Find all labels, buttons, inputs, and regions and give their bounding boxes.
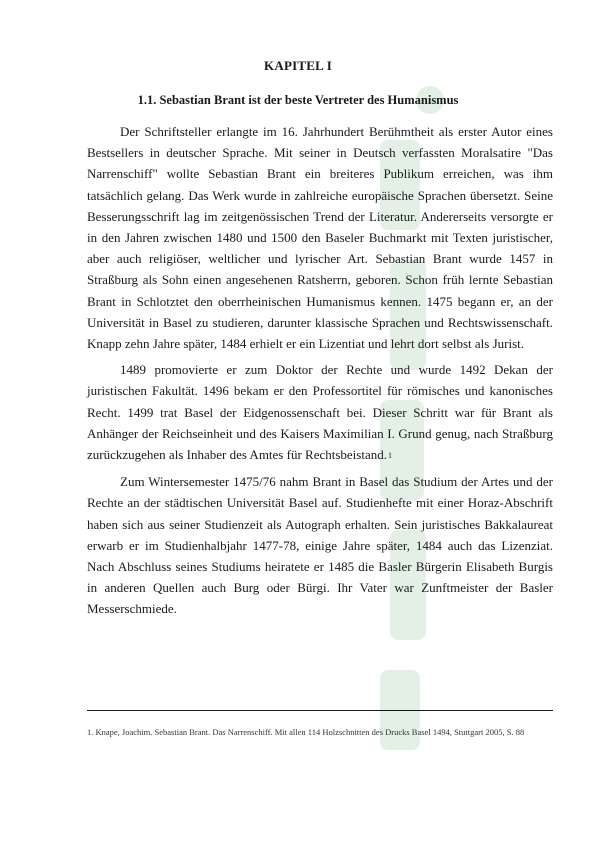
paragraph-2-text: 1489 promovierte er zum Doktor der Rechte und wurde 1492 Dekan der juristischen Fakultät. 1496 bekam er den Professortitel für römisches und kanonisches Recht. 1499 trat Basel der Eidgenossenschaft bei. Dieser Schritt war für Brant als Anhänger der Reichseinheit und des Kaisers Maximilian I. Grund genug, nach Straßburg zurückzugehen als Inhaber des Amtes für Rechtsbeistand. (87, 362, 553, 463)
paragraph-3: Zum Wintersemester 1475/76 nahm Brant in Basel das Studium der Artes und der Rechte an der städtischen Universität Basel auf. Studienhefte mit einer Horaz-Abschrift haben sich aus seiner Studienzeit als Autograph erhalten. Sein juristisches Bakkalaureat erwarb er im Studienhalbjahr 1477-78, einige Jahre später, 1484 auch das Lizenziat. Nach Abschluss seines Studiums heiratete er 1485 die Basler Bürgerin Elisabeth Burgis in anderen Quellen auch Burg oder Bürgi. Ihr Vater war Zunftmeister der Basler Messerschmiede. (87, 474, 553, 617)
footnote-reference: 1 (387, 451, 392, 461)
footnote: 1. Knape, Joachim. Sebastian Brant. Das Narrenschiff. Mit allen 114 Holzschnitten des Drucks Basel 1494, Stuttgart 2005, S. 88 (87, 727, 525, 737)
paragraph-1: Der Schriftsteller erlangte im 16. Jahrhundert Berühmtheit als erster Autor eines Bestsellers in deutscher Sprache. Mit seiner in Deutsch verfassten Moralsatire "Das Narrenschiff" wollte Sebastian Brant ein breiteres Publikum erreichen, was ihm tatsächlich gelang. Das Werk wurde in zahlreiche europäische Sprachen übersetzt. Seine Besserungsschrift lag im zeitgenössischen Trend der Literatur. Andererseits versorgte er in den Jahren zwischen 1480 und 1500 den Baseler Buchmarkt mit Texten juristischer, aber auch religiöser, weltlicher und lyrischer Art. Sebastian Brant wurde 1457 in Straßburg als Sohn einen angesehenen Ratsherrn, geboren. Schon früh lernte Sebastian Brant in Schlotztet den oberrheinischen Humanismus kennen. 1475 begann er, an der Universität in Basel zu studieren, darunter klassische Sprachen und Rechtswissenschaft. Knapp zehn Jahre später, 1484 erhielt er ein Lizentiat und lehrt dort selbst als Jurist. (87, 124, 553, 352)
footnote-divider (87, 710, 553, 711)
body-text (87, 121, 553, 625)
paragraph-2 (87, 359, 553, 466)
chapter-title: KAPITEL I (264, 58, 332, 73)
section-title: 1.1. Sebastian Brant ist der beste Vertreter des Humanismus (137, 93, 459, 107)
